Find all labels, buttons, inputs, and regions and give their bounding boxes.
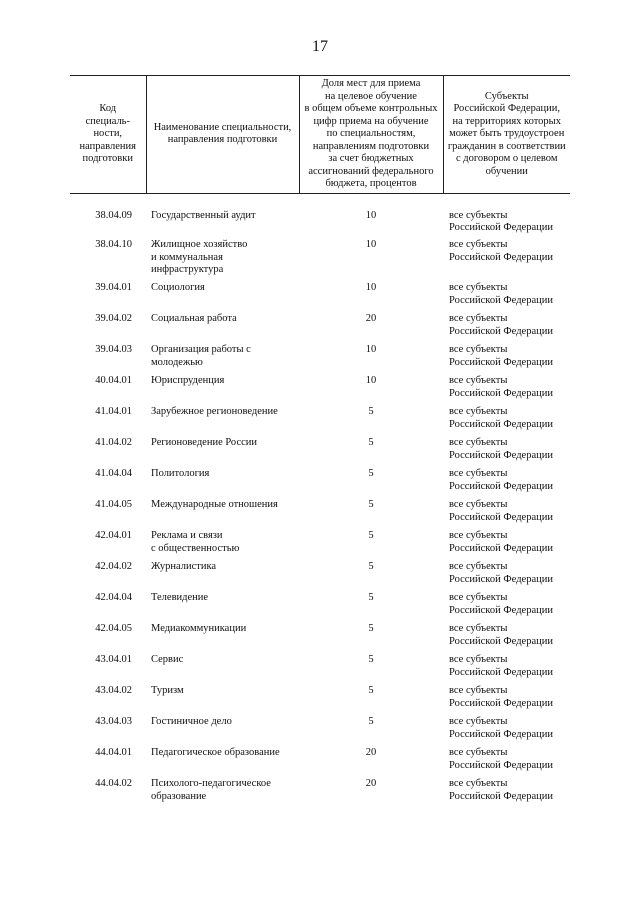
row-share: 5 bbox=[368, 654, 374, 665]
row-subjects: все субъекты Российской Федерации bbox=[449, 209, 553, 233]
row-code: 38.04.10 bbox=[95, 239, 132, 250]
row-subjects: все субъекты Российской Федерации bbox=[449, 561, 553, 585]
row-name: Социальная работа bbox=[151, 313, 237, 324]
row-code: 44.04.02 bbox=[95, 778, 132, 789]
row-share: 10 bbox=[365, 282, 377, 293]
row-share: 5 bbox=[368, 592, 374, 603]
row-subjects: все субъекты Российской Федерации bbox=[449, 406, 553, 430]
row-name: Жилищное хозяйство и коммунальная инфраструктура bbox=[151, 239, 248, 275]
table-row bbox=[70, 468, 570, 499]
row-subjects: все субъекты Российской Федерации bbox=[449, 654, 553, 678]
row-name: Медиакоммуникации bbox=[151, 623, 247, 634]
table-row bbox=[70, 406, 570, 437]
table-row bbox=[70, 747, 570, 778]
row-name: Гостиничное дело bbox=[151, 716, 232, 727]
row-share: 20 bbox=[365, 778, 377, 789]
row-name: Педагогическое образование bbox=[151, 747, 280, 758]
row-code: 41.04.02 bbox=[95, 437, 132, 448]
row-share: 10 bbox=[365, 209, 377, 221]
row-subjects: все субъекты Российской Федерации bbox=[449, 623, 553, 647]
row-name: Туризм bbox=[151, 685, 184, 696]
row-share: 20 bbox=[365, 747, 377, 758]
row-code: 40.04.01 bbox=[95, 375, 132, 386]
row-subjects: все субъекты Российской Федерации bbox=[449, 530, 553, 554]
table-row bbox=[70, 437, 570, 468]
table-row bbox=[70, 282, 570, 313]
page-number: 17 bbox=[312, 38, 328, 55]
row-subjects: все субъекты Российской Федерации bbox=[449, 468, 553, 492]
row-code: 39.04.01 bbox=[95, 282, 132, 293]
row-code: 43.04.01 bbox=[95, 654, 132, 665]
row-subjects: все субъекты Российской Федерации bbox=[449, 344, 553, 368]
row-subjects: все субъекты Российской Федерации bbox=[449, 592, 553, 616]
table-row bbox=[70, 592, 570, 623]
row-code: 42.04.05 bbox=[95, 623, 132, 634]
row-share: 10 bbox=[365, 344, 377, 355]
row-name: Регионоведение России bbox=[151, 437, 257, 448]
table-row bbox=[70, 623, 570, 654]
row-subjects: все субъекты Российской Федерации bbox=[449, 282, 553, 306]
table-row bbox=[70, 561, 570, 592]
row-share: 5 bbox=[368, 623, 374, 634]
row-code: 42.04.02 bbox=[95, 561, 132, 572]
row-code: 38.04.09 bbox=[95, 209, 132, 221]
table-row bbox=[70, 375, 570, 406]
table-row bbox=[70, 344, 570, 375]
table-body bbox=[70, 193, 570, 809]
row-name: Сервис bbox=[151, 654, 184, 665]
row-share: 10 bbox=[365, 239, 377, 250]
table-row bbox=[70, 313, 570, 344]
table-row bbox=[70, 499, 570, 530]
row-subjects: все субъекты Российской Федерации bbox=[449, 716, 553, 740]
row-name: Государственный аудит bbox=[151, 209, 256, 221]
table-row bbox=[70, 654, 570, 685]
header-subjects: Субъекты Российской Федерации, на территориях которых может быть трудоустроен гражданин в соответствии с договором о целевом обучении bbox=[443, 76, 570, 194]
row-name: Реклама и связи с общественностью bbox=[151, 530, 240, 554]
row-code: 42.04.01 bbox=[95, 530, 132, 541]
row-code: 42.04.04 bbox=[95, 592, 132, 603]
row-subjects: все субъекты Российской Федерации bbox=[449, 239, 553, 263]
row-subjects: все субъекты Российской Федерации bbox=[449, 499, 553, 523]
row-share: 5 bbox=[368, 716, 374, 727]
row-code: 43.04.02 bbox=[95, 685, 132, 696]
row-code: 39.04.03 bbox=[95, 344, 132, 355]
row-code: 41.04.04 bbox=[95, 468, 132, 479]
table-row bbox=[70, 530, 570, 561]
row-share: 5 bbox=[368, 499, 374, 510]
table-row bbox=[70, 193, 570, 239]
row-name: Журналистика bbox=[151, 561, 217, 572]
row-name: Политология bbox=[151, 468, 210, 479]
row-share: 5 bbox=[368, 530, 374, 541]
row-code: 43.04.03 bbox=[95, 716, 132, 727]
row-subjects: все субъекты Российской Федерации bbox=[449, 375, 553, 399]
specialties-table bbox=[70, 75, 570, 809]
row-subjects: все субъекты Российской Федерации bbox=[449, 778, 553, 802]
row-code: 44.04.01 bbox=[95, 747, 132, 758]
row-share: 5 bbox=[368, 685, 374, 696]
row-name: Телевидение bbox=[151, 592, 209, 603]
row-share: 5 bbox=[368, 561, 374, 572]
header-share: Доля мест для приема на целевое обучение в общем объеме контрольных цифр приема на обучение по специальностям, направлениям подготовки за счет бюджетных ассигнований федерального бюджета, процентов bbox=[299, 76, 443, 194]
row-share: 20 bbox=[365, 313, 377, 324]
row-subjects: все субъекты Российской Федерации bbox=[449, 747, 553, 771]
row-subjects: все субъекты Российской Федерации bbox=[449, 437, 553, 461]
row-code: 41.04.01 bbox=[95, 406, 132, 417]
row-name: Зарубежное регионоведение bbox=[151, 406, 278, 417]
table-row bbox=[70, 239, 570, 282]
header-row bbox=[70, 76, 570, 194]
row-name: Юриспруденция bbox=[151, 375, 225, 386]
row-subjects: все субъекты Российской Федерации bbox=[449, 313, 553, 337]
row-subjects: все субъекты Российской Федерации bbox=[449, 685, 553, 709]
table-header bbox=[70, 76, 570, 194]
header-code: Код специаль- ности, направления подготовки bbox=[70, 76, 146, 194]
row-share: 5 bbox=[368, 468, 374, 479]
row-name: Социология bbox=[151, 282, 205, 293]
row-code: 41.04.05 bbox=[95, 499, 132, 510]
row-name: Международные отношения bbox=[151, 499, 278, 510]
row-name: Психолого-педагогическое образование bbox=[151, 778, 271, 802]
row-share: 10 bbox=[365, 375, 377, 386]
table-row bbox=[70, 685, 570, 716]
table-row bbox=[70, 778, 570, 809]
header-name: Наименование специальности, направления подготовки bbox=[146, 76, 299, 194]
row-share: 5 bbox=[368, 437, 374, 448]
row-code: 39.04.02 bbox=[95, 313, 132, 324]
table-row bbox=[70, 716, 570, 747]
row-name: Организация работы с молодежью bbox=[151, 344, 251, 368]
row-share: 5 bbox=[368, 406, 374, 417]
